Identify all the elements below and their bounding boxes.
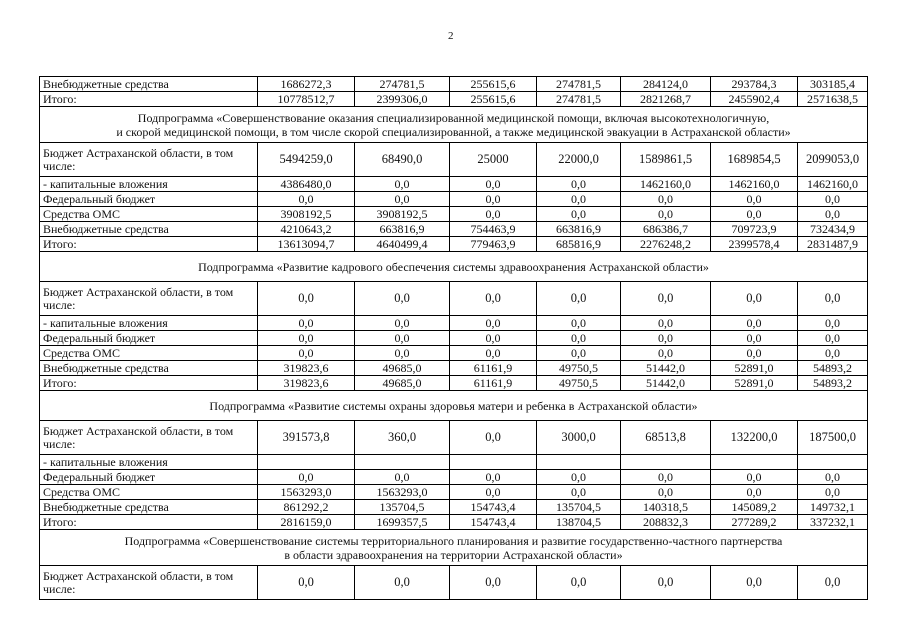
- value-cell: 1462160,0: [711, 177, 798, 192]
- value-cell: 0,0: [258, 566, 355, 600]
- value-cell: 360,0: [355, 421, 450, 455]
- value-cell: 0,0: [537, 485, 621, 500]
- value-cell: [621, 455, 711, 470]
- table-row: [40, 485, 868, 500]
- value-cell: 0,0: [711, 316, 798, 331]
- value-cell: 5494259,0: [258, 143, 355, 177]
- row-label: Внебюджетные средства: [40, 77, 258, 92]
- value-cell: 0,0: [355, 282, 450, 316]
- value-cell: 10778512,7: [258, 92, 355, 107]
- value-cell: 51442,0: [621, 376, 711, 391]
- value-cell: 274781,5: [537, 77, 621, 92]
- value-cell: 391573,8: [258, 421, 355, 455]
- value-cell: 49750,5: [537, 376, 621, 391]
- value-cell: 135704,5: [537, 500, 621, 515]
- value-cell: 255615,6: [450, 92, 537, 107]
- value-cell: 1689854,5: [711, 143, 798, 177]
- value-cell: 0,0: [450, 421, 537, 455]
- value-cell: 3908192,5: [258, 207, 355, 222]
- row-label: Итого:: [40, 515, 258, 530]
- value-cell: 686386,7: [621, 222, 711, 237]
- value-cell: 54893,2: [798, 361, 868, 376]
- page-number: 2: [448, 30, 454, 42]
- value-cell: 0,0: [537, 207, 621, 222]
- subprogram-title: [40, 252, 868, 282]
- table-row: [40, 237, 868, 252]
- value-cell: 0,0: [355, 331, 450, 346]
- value-cell: 303185,4: [798, 77, 868, 92]
- value-cell: 49750,5: [537, 361, 621, 376]
- value-cell: 3000,0: [537, 421, 621, 455]
- value-cell: [355, 455, 450, 470]
- value-cell: 0,0: [355, 192, 450, 207]
- value-cell: 255615,6: [450, 77, 537, 92]
- value-cell: 277289,2: [711, 515, 798, 530]
- table-row: [40, 282, 868, 316]
- value-cell: 3908192,5: [355, 207, 450, 222]
- value-cell: 685816,9: [537, 237, 621, 252]
- table-row: [40, 222, 868, 237]
- row-label: Бюджет Астраханской области, в том числе:: [40, 143, 258, 177]
- value-cell: 61161,9: [450, 361, 537, 376]
- value-cell: 663816,9: [537, 222, 621, 237]
- value-cell: 0,0: [450, 177, 537, 192]
- value-cell: 2821268,7: [621, 92, 711, 107]
- value-cell: 0,0: [537, 316, 621, 331]
- table-row: [40, 331, 868, 346]
- value-cell: 0,0: [450, 207, 537, 222]
- value-cell: 0,0: [450, 346, 537, 361]
- value-cell: 4386480,0: [258, 177, 355, 192]
- value-cell: 132200,0: [711, 421, 798, 455]
- value-cell: 0,0: [537, 282, 621, 316]
- value-cell: 663816,9: [355, 222, 450, 237]
- row-label: - капитальные вложения: [40, 177, 258, 192]
- table-row: [40, 500, 868, 515]
- value-cell: [537, 455, 621, 470]
- value-cell: 319823,6: [258, 361, 355, 376]
- row-label: Итого:: [40, 376, 258, 391]
- value-cell: 54893,2: [798, 376, 868, 391]
- value-cell: 0,0: [798, 316, 868, 331]
- table-row: [40, 192, 868, 207]
- value-cell: 0,0: [711, 192, 798, 207]
- value-cell: 0,0: [537, 566, 621, 600]
- value-cell: 13613094,7: [258, 237, 355, 252]
- value-cell: 319823,6: [258, 376, 355, 391]
- value-cell: 52891,0: [711, 376, 798, 391]
- table-body: [40, 77, 868, 600]
- row-label: Итого:: [40, 92, 258, 107]
- table-row: [40, 455, 868, 470]
- value-cell: 135704,5: [355, 500, 450, 515]
- row-label: Бюджет Астраханской области, в том числе:: [40, 421, 258, 455]
- value-cell: 0,0: [450, 470, 537, 485]
- value-cell: 0,0: [621, 470, 711, 485]
- value-cell: 0,0: [711, 485, 798, 500]
- value-cell: 2831487,9: [798, 237, 868, 252]
- value-cell: 187500,0: [798, 421, 868, 455]
- table-row: [40, 346, 868, 361]
- row-label: Средства ОМС: [40, 346, 258, 361]
- subprogram-header-row: [40, 252, 868, 282]
- value-cell: 0,0: [798, 192, 868, 207]
- table-row: [40, 515, 868, 530]
- value-cell: 0,0: [258, 282, 355, 316]
- value-cell: 208832,3: [621, 515, 711, 530]
- value-cell: 0,0: [355, 566, 450, 600]
- value-cell: 154743,4: [450, 500, 537, 515]
- row-label: Итого:: [40, 237, 258, 252]
- value-cell: [258, 455, 355, 470]
- value-cell: 0,0: [621, 192, 711, 207]
- table-row: [40, 92, 868, 107]
- value-cell: 68490,0: [355, 143, 450, 177]
- value-cell: 68513,8: [621, 421, 711, 455]
- value-cell: 0,0: [258, 192, 355, 207]
- value-cell: 0,0: [798, 331, 868, 346]
- subprogram-title: [40, 391, 868, 421]
- value-cell: 0,0: [355, 470, 450, 485]
- value-cell: 0,0: [621, 207, 711, 222]
- value-cell: 0,0: [711, 207, 798, 222]
- value-cell: 0,0: [711, 566, 798, 600]
- value-cell: 0,0: [621, 346, 711, 361]
- row-label: Средства ОМС: [40, 207, 258, 222]
- row-label: Бюджет Астраханской области, в том числе:: [40, 282, 258, 316]
- table-row: [40, 316, 868, 331]
- table-row: [40, 143, 868, 177]
- value-cell: 0,0: [621, 282, 711, 316]
- value-cell: 2099053,0: [798, 143, 868, 177]
- subprogram-header-row: [40, 391, 868, 421]
- value-cell: 138704,5: [537, 515, 621, 530]
- value-cell: 0,0: [258, 346, 355, 361]
- value-cell: 0,0: [450, 331, 537, 346]
- value-cell: 0,0: [798, 346, 868, 361]
- value-cell: 154743,4: [450, 515, 537, 530]
- table-row: [40, 566, 868, 600]
- value-cell: 1563293,0: [258, 485, 355, 500]
- subprogram-header-row: [40, 107, 868, 143]
- value-cell: 0,0: [711, 470, 798, 485]
- value-cell: 0,0: [537, 331, 621, 346]
- value-cell: 140318,5: [621, 500, 711, 515]
- value-cell: 0,0: [798, 566, 868, 600]
- subprogram-title-line: и скорой медицинской помощи, в том числе скорой специализированной, а также медицинской эвакуации в Астраханской области»: [116, 124, 791, 139]
- value-cell: 0,0: [537, 192, 621, 207]
- value-cell: 1699357,5: [355, 515, 450, 530]
- row-label: - капитальные вложения: [40, 455, 258, 470]
- value-cell: 0,0: [537, 177, 621, 192]
- value-cell: 0,0: [355, 346, 450, 361]
- value-cell: 274781,5: [355, 77, 450, 92]
- value-cell: 0,0: [450, 566, 537, 600]
- row-label: - капитальные вложения: [40, 316, 258, 331]
- value-cell: 145089,2: [711, 500, 798, 515]
- value-cell: 2399578,4: [711, 237, 798, 252]
- value-cell: 337232,1: [798, 515, 868, 530]
- value-cell: 0,0: [258, 316, 355, 331]
- value-cell: 1462160,0: [621, 177, 711, 192]
- value-cell: 274781,5: [537, 92, 621, 107]
- value-cell: 1589861,5: [621, 143, 711, 177]
- table-row: [40, 361, 868, 376]
- subprogram-title-line: Подпрограмма «Совершенствование оказания специализированной медицинской помощи, включая высокотехнологичную,: [137, 110, 770, 125]
- subprogram-title-line: Подпрограмма «Совершенствование системы территориального планирования и развитие государственно-частного партнерства: [124, 533, 783, 548]
- value-cell: 4210643,2: [258, 222, 355, 237]
- row-label: Федеральный бюджет: [40, 331, 258, 346]
- row-label: Федеральный бюджет: [40, 470, 258, 485]
- value-cell: 49685,0: [355, 376, 450, 391]
- value-cell: 0,0: [711, 282, 798, 316]
- value-cell: 0,0: [621, 316, 711, 331]
- value-cell: 0,0: [258, 470, 355, 485]
- value-cell: 51442,0: [621, 361, 711, 376]
- subprogram-title-line: в области здравоохранения на территории Астраханской области»: [284, 547, 623, 562]
- value-cell: 709723,9: [711, 222, 798, 237]
- value-cell: 0,0: [537, 470, 621, 485]
- value-cell: 0,0: [450, 192, 537, 207]
- table-row: [40, 207, 868, 222]
- row-label: Бюджет Астраханской области, в том числе:: [40, 566, 258, 600]
- value-cell: 284124,0: [621, 77, 711, 92]
- value-cell: 0,0: [711, 331, 798, 346]
- subprogram-title-line: Подпрограмма «Развитие кадрового обеспечения системы здравоохранения Астраханской области»: [198, 259, 709, 274]
- value-cell: [711, 455, 798, 470]
- value-cell: 1563293,0: [355, 485, 450, 500]
- row-label: Внебюджетные средства: [40, 500, 258, 515]
- value-cell: 861292,2: [258, 500, 355, 515]
- value-cell: 0,0: [258, 331, 355, 346]
- value-cell: 1686272,3: [258, 77, 355, 92]
- budget-table: [39, 76, 868, 600]
- value-cell: 2816159,0: [258, 515, 355, 530]
- value-cell: 52891,0: [711, 361, 798, 376]
- row-label: Средства ОМС: [40, 485, 258, 500]
- value-cell: 0,0: [450, 316, 537, 331]
- value-cell: 0,0: [798, 470, 868, 485]
- value-cell: 0,0: [537, 346, 621, 361]
- value-cell: 0,0: [798, 282, 868, 316]
- subprogram-header-row: [40, 530, 868, 566]
- row-label: Федеральный бюджет: [40, 192, 258, 207]
- value-cell: 4640499,4: [355, 237, 450, 252]
- value-cell: 0,0: [355, 177, 450, 192]
- subprogram-title-line: Подпрограмма «Развитие системы охраны здоровья матери и ребенка в Астраханской области»: [209, 398, 698, 413]
- value-cell: 2455902,4: [711, 92, 798, 107]
- value-cell: 779463,9: [450, 237, 537, 252]
- table-row: [40, 177, 868, 192]
- value-cell: 0,0: [450, 485, 537, 500]
- value-cell: 0,0: [355, 316, 450, 331]
- row-label: Внебюджетные средства: [40, 222, 258, 237]
- value-cell: 25000: [450, 143, 537, 177]
- value-cell: 1462160,0: [798, 177, 868, 192]
- value-cell: [798, 455, 868, 470]
- value-cell: 732434,9: [798, 222, 868, 237]
- value-cell: 2276248,2: [621, 237, 711, 252]
- value-cell: 0,0: [798, 485, 868, 500]
- value-cell: 293784,3: [711, 77, 798, 92]
- value-cell: 0,0: [621, 566, 711, 600]
- table-row: [40, 376, 868, 391]
- row-label: Внебюджетные средства: [40, 361, 258, 376]
- value-cell: 49685,0: [355, 361, 450, 376]
- value-cell: 0,0: [450, 282, 537, 316]
- value-cell: 0,0: [621, 485, 711, 500]
- value-cell: 22000,0: [537, 143, 621, 177]
- subprogram-title: [40, 530, 868, 566]
- value-cell: 149732,1: [798, 500, 868, 515]
- table-row: [40, 77, 868, 92]
- subprogram-title: [40, 107, 868, 143]
- value-cell: 0,0: [711, 346, 798, 361]
- value-cell: 2571638,5: [798, 92, 868, 107]
- value-cell: [450, 455, 537, 470]
- value-cell: 754463,9: [450, 222, 537, 237]
- value-cell: 2399306,0: [355, 92, 450, 107]
- table-row: [40, 470, 868, 485]
- value-cell: 0,0: [621, 331, 711, 346]
- value-cell: 0,0: [798, 207, 868, 222]
- table-row: [40, 421, 868, 455]
- value-cell: 61161,9: [450, 376, 537, 391]
